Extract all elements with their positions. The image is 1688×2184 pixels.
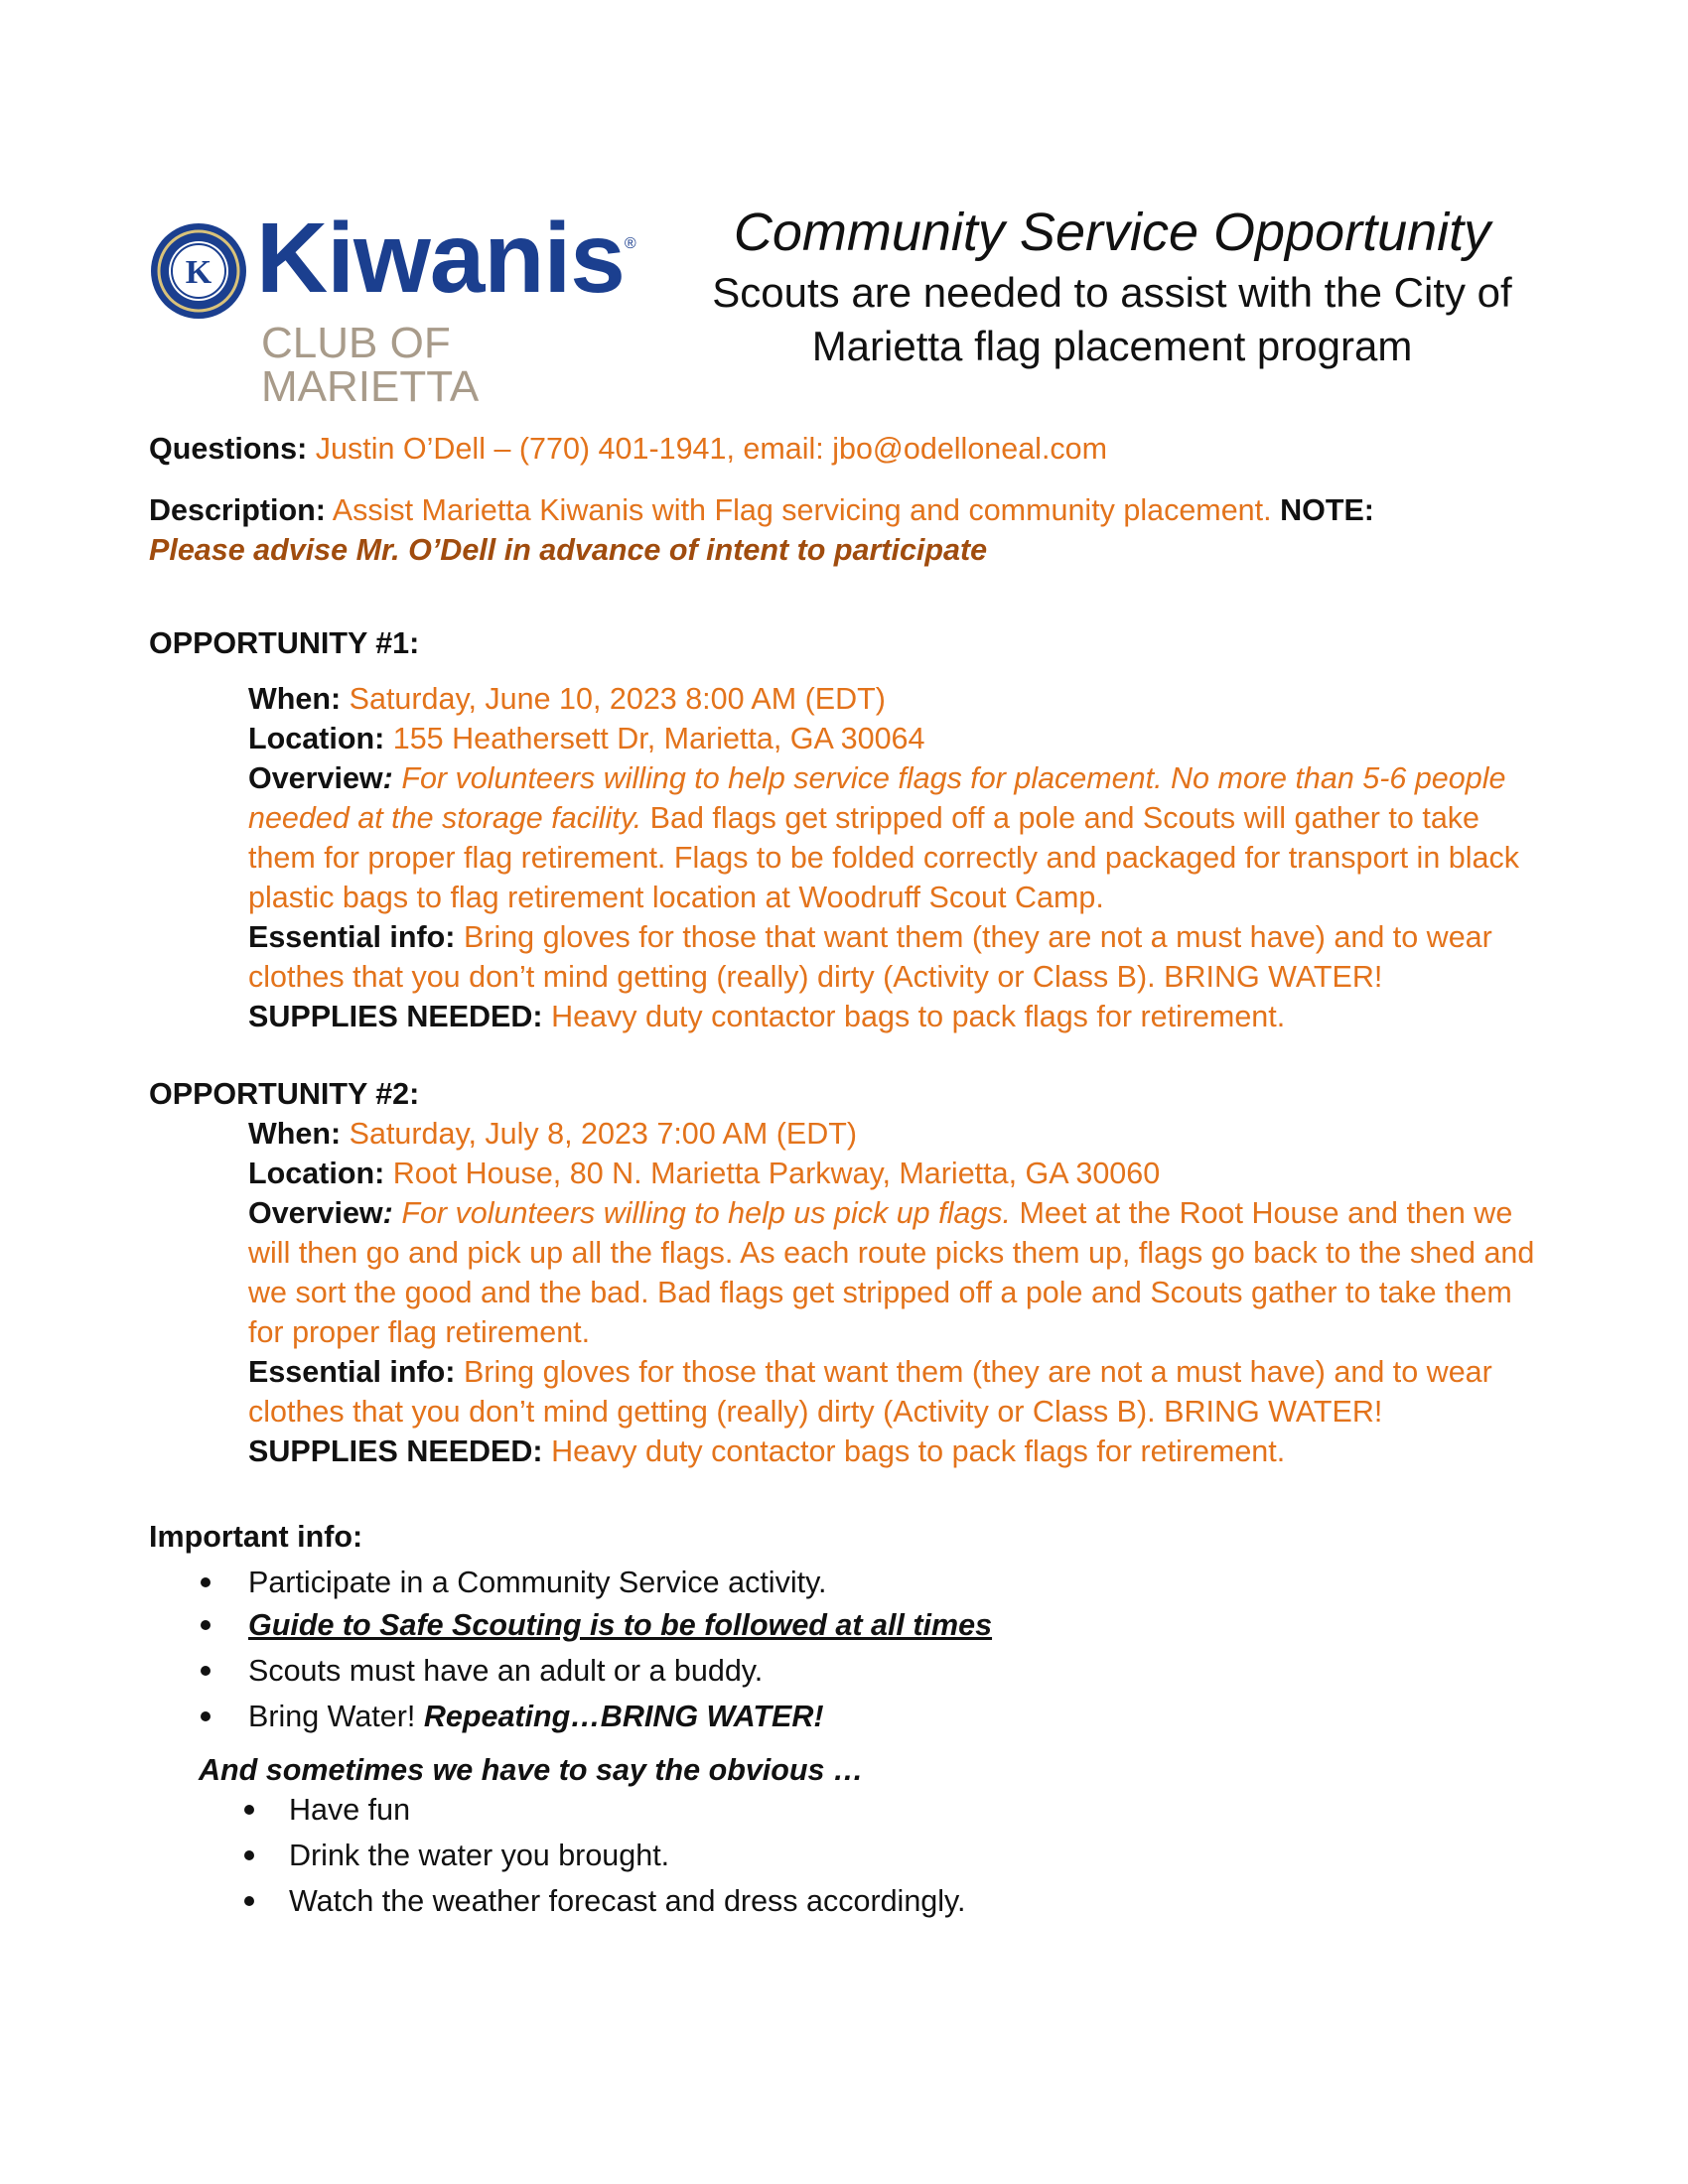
essential-label: Essential info: bbox=[248, 1355, 456, 1389]
opportunity-2-when bbox=[248, 1114, 1539, 1154]
opportunity-2-essential bbox=[248, 1352, 1539, 1471]
opportunity-1-location bbox=[248, 719, 1539, 758]
overview-colon: : bbox=[382, 761, 393, 795]
page-header bbox=[675, 201, 1549, 373]
logo-wordmark-text: Kiwanis bbox=[256, 203, 625, 314]
opportunity-2-heading: OPPORTUNITY #2: bbox=[149, 1077, 420, 1111]
opportunity-2-overview bbox=[248, 1193, 1539, 1352]
obvious-heading: And sometimes we have to say the obvious … bbox=[199, 1753, 864, 1787]
logo-wordmark bbox=[256, 203, 635, 314]
list-item-emphasis: Repeating…BRING WATER! bbox=[423, 1700, 824, 1733]
location-value: Root House, 80 N. Marietta Parkway, Marietta, GA 30060 bbox=[392, 1157, 1161, 1190]
bullet-icon bbox=[244, 1850, 254, 1860]
bullet-icon bbox=[201, 1711, 211, 1721]
location-label: Location: bbox=[248, 1157, 385, 1190]
note-label: NOTE: bbox=[1280, 493, 1374, 527]
seal-letter: K bbox=[185, 254, 212, 291]
document-body bbox=[149, 429, 1539, 1921]
questions-label: Questions: bbox=[149, 432, 308, 466]
overview-label: Overview bbox=[248, 761, 383, 795]
list-item bbox=[149, 1651, 1539, 1691]
important-info-heading: Important info: bbox=[149, 1520, 363, 1554]
overview-text: Bad flags get stripped off a pole and Scouts will gather to take them for proper flag retirement. Flags to be folded correctly and packaged for transport in black plastic bags to flag retirement location at Woodruff Scout Camp. bbox=[248, 801, 1519, 914]
supplies-text: Heavy duty contactor bags to pack flags for retirement. bbox=[551, 1434, 1286, 1468]
logo-trademark: ® bbox=[624, 235, 635, 252]
opportunity-1-details bbox=[248, 679, 1539, 1036]
overview-italic-text: For volunteers willing to help us pick up flags. bbox=[401, 1196, 1012, 1230]
when-value: Saturday, June 10, 2023 8:00 AM (EDT) bbox=[349, 682, 886, 716]
overview-colon: : bbox=[382, 1196, 393, 1230]
list-item-text: Scouts must have an adult or a buddy. bbox=[248, 1654, 764, 1688]
essential-text: Bring gloves for those that want them (they are not a must have) and to wear clothes that you don’t mind getting (really) dirty (Activity or Class B). BRING WATER! bbox=[248, 920, 1492, 994]
overview-text: Meet at the Root House and then we will then go and pick up all the flags. As each route picks them up, flags go back to the shed and we sort the good and the bad. Bad flags get stripped off a pole and Scouts gather to take them for proper flag retirement. bbox=[248, 1196, 1535, 1349]
opportunity-1-overview bbox=[248, 758, 1539, 917]
page-subtitle-line2: Marietta flag placement program bbox=[811, 323, 1413, 369]
essential-text: Bring gloves for those that want them (they are not a must have) and to wear clothes that you don’t mind getting (really) dirty (Activity or Class B). BRING WATER! bbox=[248, 1355, 1492, 1429]
list-item bbox=[149, 1790, 1539, 1830]
opportunity-2-location bbox=[248, 1154, 1539, 1193]
when-value: Saturday, July 8, 2023 7:00 AM (EDT) bbox=[349, 1117, 858, 1151]
important-info-list bbox=[149, 1563, 1539, 1736]
list-item-text: Bring Water! bbox=[248, 1700, 416, 1733]
essential-label: Essential info: bbox=[248, 920, 456, 954]
list-item bbox=[149, 1881, 1539, 1921]
kiwanis-seal-icon bbox=[149, 221, 248, 321]
list-item bbox=[149, 1836, 1539, 1875]
page-title: Community Service Opportunity bbox=[733, 203, 1491, 262]
supplies-label: SUPPLIES NEEDED: bbox=[248, 1434, 543, 1468]
obvious-list bbox=[149, 1790, 1539, 1921]
bullet-icon bbox=[201, 1666, 211, 1676]
note-text: Please advise Mr. O’Dell in advance of intent to participate bbox=[149, 533, 988, 567]
page-subtitle-line1: Scouts are needed to assist with the City of bbox=[712, 269, 1512, 316]
when-label: When: bbox=[248, 682, 342, 716]
questions-line bbox=[149, 429, 1539, 469]
supplies-label: SUPPLIES NEEDED: bbox=[248, 1000, 543, 1033]
logo-subtitle: CLUB OF MARIETTA bbox=[261, 319, 480, 411]
list-item bbox=[149, 1563, 1539, 1602]
list-item-text: Guide to Safe Scouting is to be followed at all times bbox=[248, 1608, 993, 1642]
overview-italic-text: For volunteers willing to help service flags for placement. No more than 5-6 people needed at the storage facility. bbox=[248, 761, 1506, 835]
description-paragraph bbox=[149, 490, 1539, 570]
list-item-text: Have fun bbox=[289, 1793, 411, 1827]
list-item-text: Participate in a Community Service activity. bbox=[248, 1566, 827, 1599]
location-label: Location: bbox=[248, 722, 385, 755]
bullet-icon bbox=[244, 1896, 254, 1906]
overview-label: Overview bbox=[248, 1196, 383, 1230]
opportunity-1-heading: OPPORTUNITY #1: bbox=[149, 626, 420, 660]
description-label: Description: bbox=[149, 493, 326, 527]
opportunity-1-when bbox=[248, 679, 1539, 719]
list-item bbox=[149, 1605, 1539, 1645]
location-value: 155 Heathersett Dr, Marietta, GA 30064 bbox=[392, 722, 925, 755]
opportunity-1-essential bbox=[248, 917, 1539, 1036]
kiwanis-logo bbox=[149, 203, 645, 411]
bullet-icon bbox=[201, 1620, 211, 1630]
bullet-icon bbox=[201, 1577, 211, 1587]
list-item-text: Watch the weather forecast and dress accordingly. bbox=[289, 1884, 966, 1918]
when-label: When: bbox=[248, 1117, 342, 1151]
bullet-icon bbox=[244, 1805, 254, 1815]
description-text: Assist Marietta Kiwanis with Flag servicing and community placement. bbox=[332, 493, 1272, 527]
list-item bbox=[149, 1697, 1539, 1736]
list-item-text: Drink the water you brought. bbox=[289, 1839, 670, 1872]
opportunity-2-details bbox=[248, 1114, 1539, 1471]
supplies-text: Heavy duty contactor bags to pack flags for retirement. bbox=[551, 1000, 1286, 1033]
questions-contact: Justin O’Dell – (770) 401-1941, email: jbo@odelloneal.com bbox=[315, 432, 1108, 466]
